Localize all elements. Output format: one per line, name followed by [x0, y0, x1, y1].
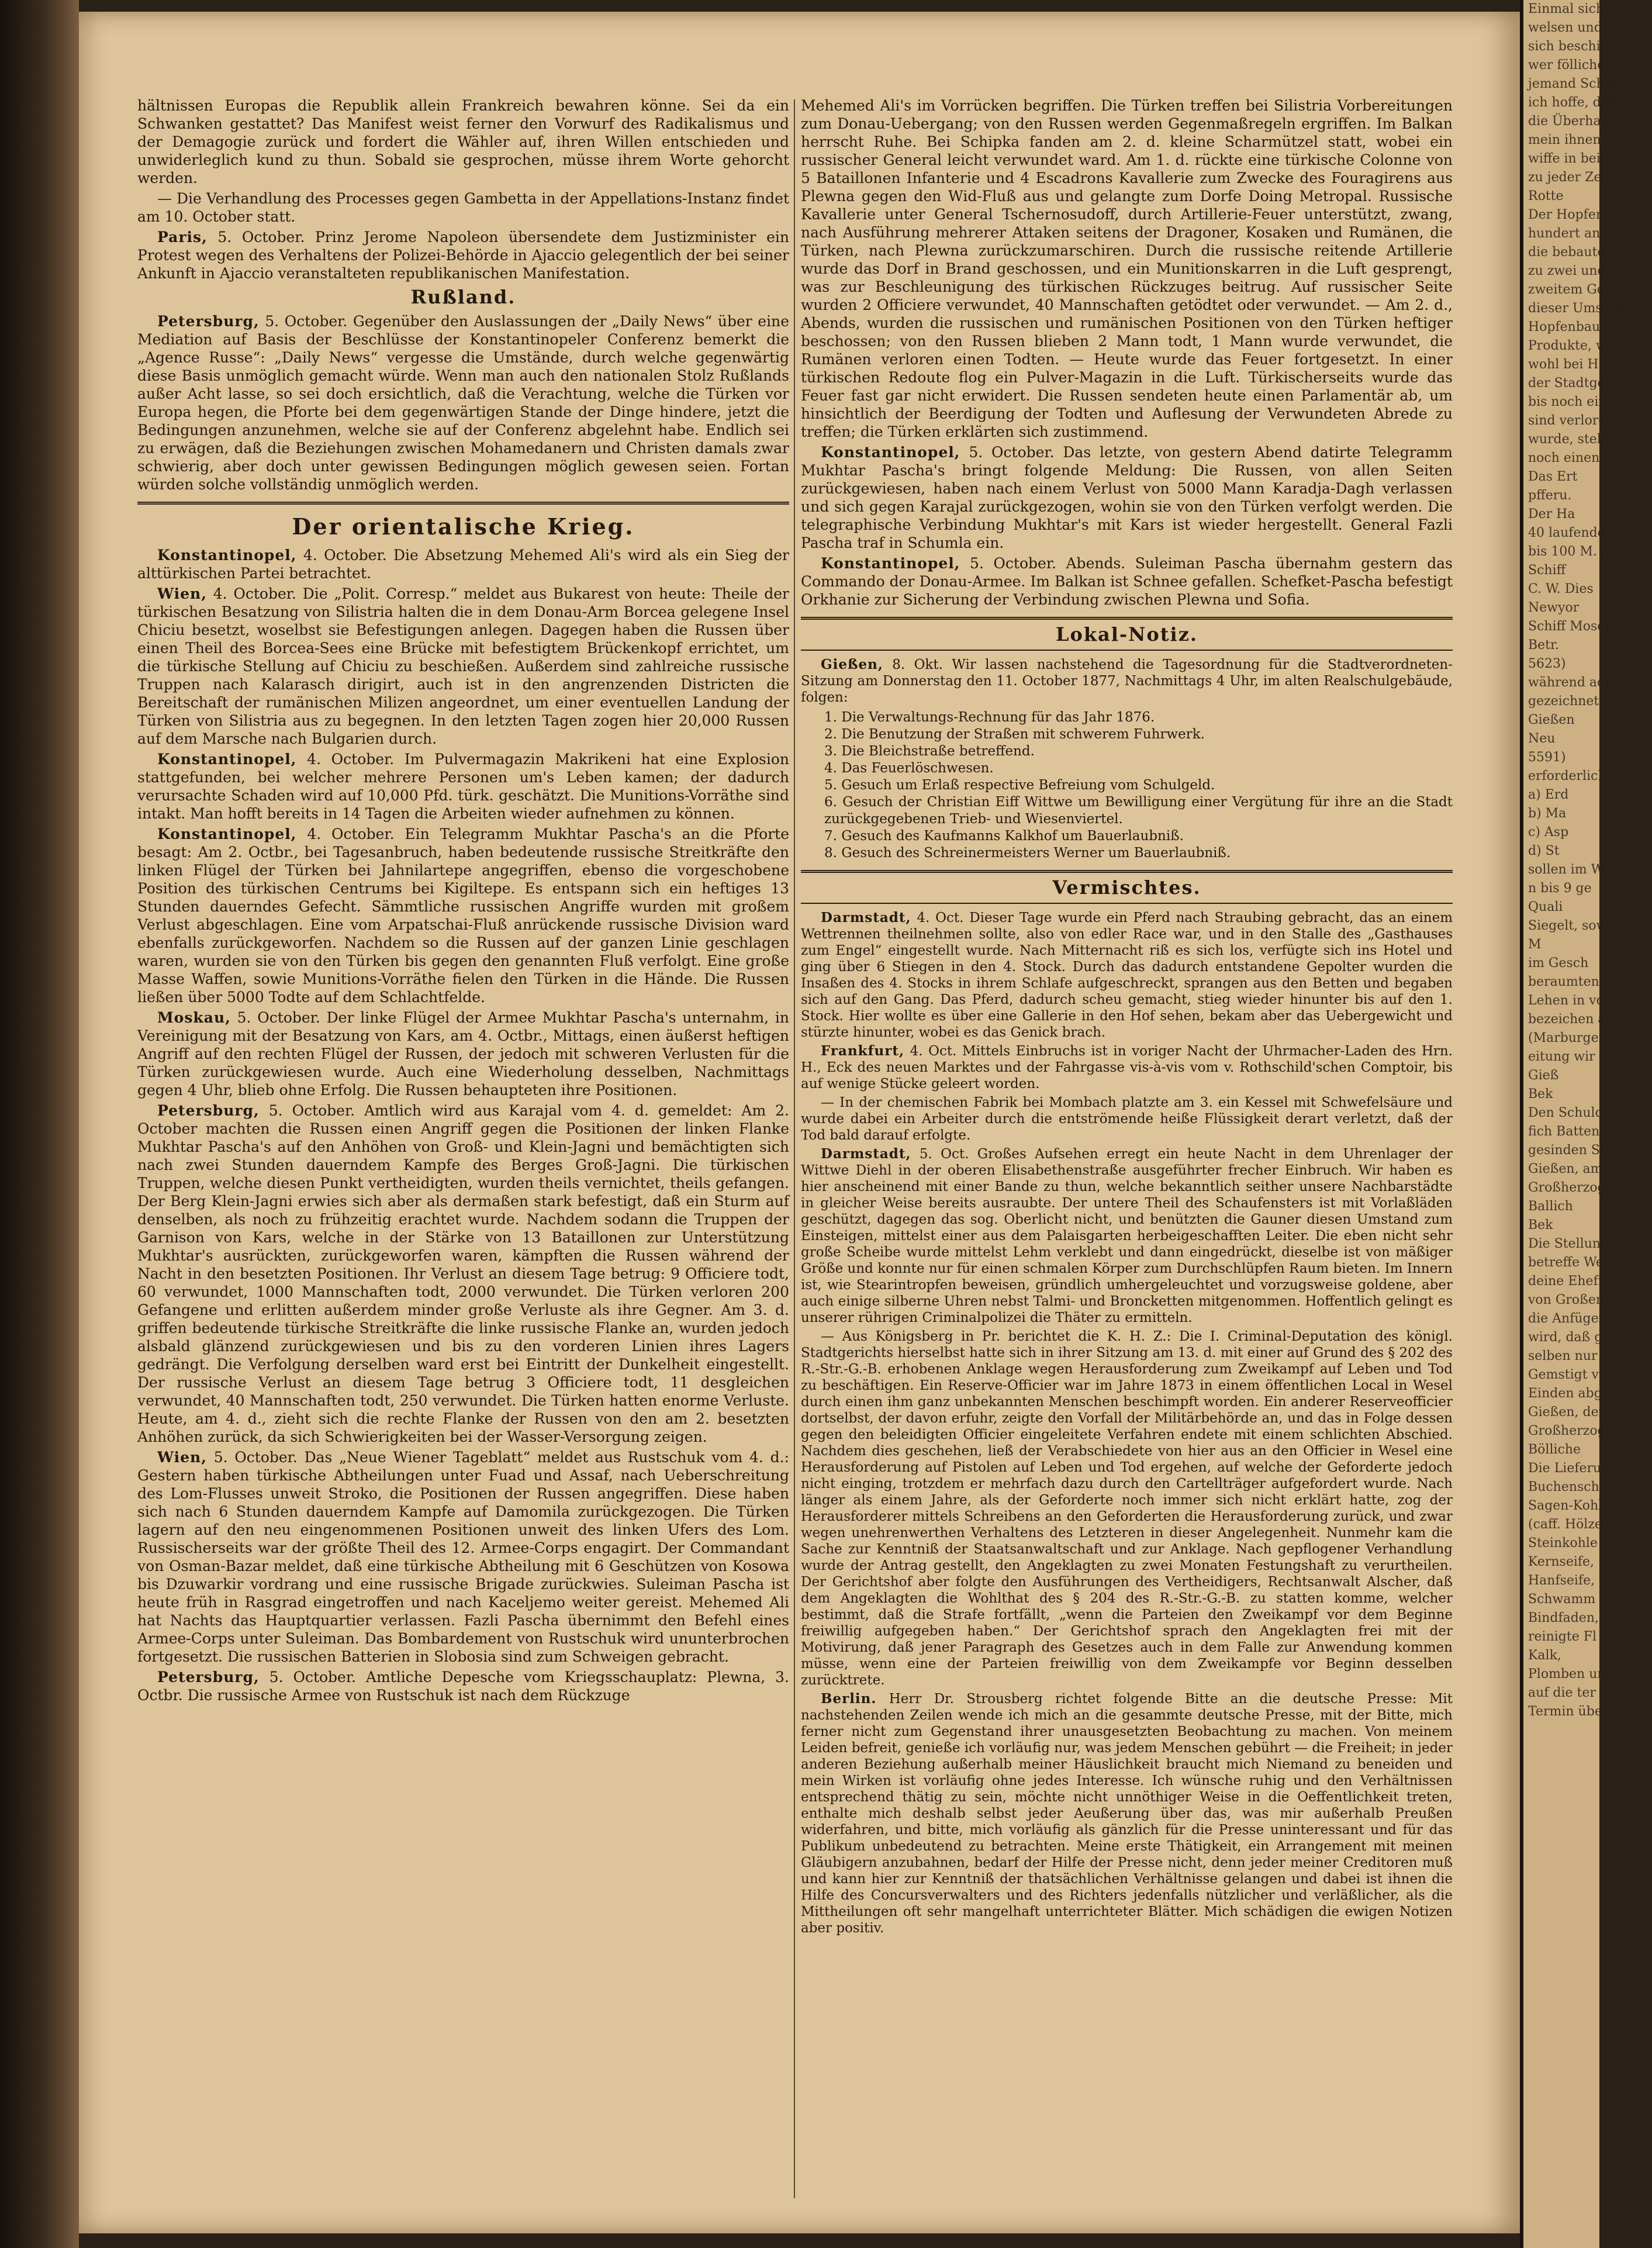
- adjacent-page-fragment: reinigte Fl: [1528, 1629, 1597, 1644]
- report-text: 4. Oct. Dieser Tage wurde ein Pferd nach Straubing gebracht, das an einem Wettrennen theilnehmen sollte, also von edler Race war, und in den Stalle des „Gasthauses zum Engel“ eingestellt wurde. Nach Mitternacht riß es sich los, verfügte sich ins Hotel und ging über 6 Stiegen in den 4. Stock. Durch das dadurch entstandene Gepolter wurden die Insaßen des 4. Stocks in ihrem Schlafe aufgeschreckt, sprangen aus den Betten und begaben sich auf den Gang. Das Pferd, dadurch scheu gemacht, stieg wieder hinunter bis auf den 1. Stock. Hier wollte es über eine Gallerie in den Hof sehen, bekam aber das Uebergewicht und stürzte hinunter, wobei es das Genick brach.: [801, 910, 1453, 1040]
- adjacent-page-fragment: Einmal sich 1s,: [1528, 2, 1627, 16]
- report-text: 5. October. Amtliche Depesche vom Kriegsschauplatz: Plewna, 3. Octbr. Die russische Armee von Rustschuk ist nach dem Rückzuge: [137, 1669, 789, 1704]
- section-heading-lokal: Lokal-Notiz.: [1055, 623, 1198, 645]
- dateline: Petersburg,: [157, 313, 260, 330]
- adjacent-page-fragment: ich hoffe, daß: [1528, 95, 1618, 110]
- adjacent-page-fragment: von Großen-Li: [1528, 1293, 1622, 1307]
- adjacent-page-fragment: während acht: [1528, 675, 1618, 690]
- report-text: 8. Okt. Wir lassen nachstehend die Tagesordnung für die Stadtverordneten-Sitzung am Donnerstag den 11. October 1877, Nachmittags 4 Uhr, im alten Realschulgebäude, folgen:: [801, 657, 1453, 705]
- news-report: [801, 1146, 1453, 1326]
- dateline: Moskau,: [157, 1009, 231, 1026]
- adjacent-page-fragment: pfferu.: [1528, 488, 1572, 503]
- adjacent-page-fragment: Bindfaden,: [1528, 1611, 1599, 1625]
- adjacent-page-fragment: Ballich: [1528, 1199, 1573, 1214]
- adjacent-page-fragment: b) Ma: [1528, 806, 1567, 821]
- adjacent-page-fragment: Termin übe: [1528, 1704, 1602, 1719]
- adjacent-page-fragment: welsen und: [1528, 20, 1602, 35]
- report-text: 4. October. Die „Polit. Corresp.“ meldet aus Bukarest von heute: Theile der türkischen Besatzung von Silistria halten die in dem Donau-Arm Borcea gelegene Insel Chiciu besetzt, woselbst sie Befestigungen anlegen. Dagegen haben die Russen über einen Theil des Borcea-Sees eine Brücke mit befestigtem Brückenkopf errichtet, um die türkische Stellung auf Chiciu zu beschießen. Außerdem sind zahlreiche russische Truppen nach Kalarasch dirigirt, auch ist in den angrenzenden Districten die Bereitschaft der rumänischen Milizen angeordnet, um einer eventuellen Landung der Türken von Silistria aus zu begegnen. In den letzten Tagen zogen hier 20,000 Russen auf dem Marsche nach Bulgarien durch.: [137, 585, 789, 747]
- adjacent-page-fragment: Kernseife,: [1528, 1555, 1595, 1569]
- report-text: 5. October. Abends. Suleiman Pascha übernahm gestern das Commando der Donau-Armee. Im Balkan ist Schnee gefallen. Schefket-Pascha befestigt Orkhanie zur Sicherung der Verbindung zwischen Plewna und Sofia.: [801, 555, 1453, 608]
- adjacent-page-fragment: (caff. Hölze: [1528, 1517, 1602, 1532]
- adjacent-page-fragment: Hanfseife,: [1528, 1573, 1595, 1588]
- adjacent-page-fragment: sind verloren: [1528, 413, 1615, 428]
- section-heading-russland: Rußland.: [410, 286, 516, 308]
- adjacent-page-fragment: erforderlichen: [1528, 769, 1622, 783]
- report-text: — Aus Königsberg in Pr. berichtet die K. H. Z.: Die I. Criminal-Deputation des königl. Stadtgerichts hierselbst hatte sich in ihrer Sitzung am 13. d. mit einer auf Grund des § 202 des R.-Str.-G.-B. erhobenen Anklage wegen Herausforderung zum Zweikampf auf Leben und Tod zu beschäftigen. Ein Reserve-Officier war im Jahre 1873 in einem öffentlichen Local in Wesel durch einen ihm ganz unbekannten Menschen beschimpft worden. Ein anderer Reserveofficier dortselbst, der davon erfuhr, zeigte den Vorfall der Militärbehörde an, und das in Folge dessen gegen den beleidigten Officier eingeleitete Verfahren endete mit einem schlichten Abschied. Nachdem dies geschehen, ließ der Verabschiedete von hier aus an den Officier in Wesel eine Herausforderung auf Pistolen auf Leben und Tod ergehen, auf welche der Geforderte jedoch nicht einging, trotzdem er mehrfach dazu durch den Cartellträger aufgefordert wurde. Nach länger als einem Jahre, als der Geforderte noch immer sich nicht erklärt hatte, zog der Herausforderer mittels Schreibens an den Geforderten die Herausforderung zurück, und zwar wegen unehrenwerthen Verhaltens des Letzteren in dieser Angelegenheit. Nunmehr kam die Sache zur Kenntniß der Staatsanwaltschaft und zur Anklage. Nach gepflogener Verhandlung wurde der Antrag gestellt, den Angeklagten zu zwei Monaten Festungshaft zu verurtheilen. Der Gerichtshof aber folgte den Ausführungen des Vertheidigers, Rechtsanwalt Alscher, daß dem Angeklagten die Wohlthat des § 204 des R.-Str.-G.-B. zu statten komme, welcher bestimmt, daß die Strafe fortfällt, „wenn die Parteien den Zweikampf vor dem Beginne freiwillig aufgegeben haben.“ Der Gerichtshof sprach den Angeklagten frei mit der Motivirung, daß jener Paragraph des Gesetzes auch in dem Falle zur Anwendung kommen müsse, wenn eine der Parteien freiwillig von dem Zweikampfe vor Beginn desselben zurücktrete.: [801, 1329, 1453, 1688]
- agenda-item: 5. Gesuch um Erlaß respective Befreiung vom Schulgeld.: [824, 778, 1215, 793]
- agenda-item: 6. Gesuch der Christian Eiff Wittwe um Bewilligung einer Vergütung für ihre an die Stadt zurückgegebenen Trieb- und Wiesenviertel.: [824, 795, 1453, 827]
- adjacent-page-fragment: 5623): [1528, 657, 1566, 671]
- adjacent-page-fragment: Bek: [1528, 1087, 1553, 1101]
- report-text: 5. October. Das „Neue Wiener Tageblatt“ meldet aus Rustschuk vom 4. d.: Gestern haben türkische Abtheilungen unter Fuad und Assaf, nach Ueberschreitung des Lom-Flusses unweit Stroko, die Positionen der Russen angegriffen. Diese haben sich nach 6 Stunden dauerndem Kampfe auf Damomila zurückgezogen. Die Türken lagern auf den neu eingenommenen Positionen unweit des linken Ufers des Lom. Russischerseits war der größte Theil des 12. Armee-Corps engagirt. Der Commandant von Osman-Bazar meldet, daß eine türkische Abtheilung mit 6 Geschützen von Kosowa bis Dzuwarkir vordrang und eine russische Brigade zurückwies. Suleiman Pascha ist heute früh in Rasgrad eingetroffen und nach Kaceljemo weiter gereist. Mehemed Ali hat Nachts das Hauptquartier verlassen. Fazli Pascha übernimmt den Befehl eines Armee-Corps unter Suleiman. Das Bombardement von Rustschuk wird ununterbrochen fortgesetzt. Die russischen Batterien in Slobosia sind zum Schweigen gebracht.: [137, 1449, 790, 1665]
- adjacent-page-fragment: c) Asp: [1528, 825, 1569, 840]
- adjacent-page-fragment: gezeichneten Behö: [1528, 694, 1652, 709]
- adjacent-page-fragment: Schiff: [1528, 563, 1566, 578]
- dateline: Frankfurt,: [821, 1043, 904, 1059]
- report-text: — In der chemischen Fabrik bei Mombach platzte am 3. ein Kessel mit Schwefelsäure und wurde dabei ein Arbeiter durch die entströmende heiße Flüssigkeit derart verletzt, daß der Tod bald darauf erfolgte.: [801, 1095, 1453, 1143]
- adjacent-page-fragment: n bis 9 ge: [1528, 881, 1592, 896]
- continuation-paragraph: Mehemed Ali's im Vorrücken begriffen. Die Türken treffen bei Silistria Vorbereitungen zum Donau-Uebergang; von den Russen werden Gegenmaßregeln ergriffen. Im Balkan herrscht Ruhe. Bei Schipka fanden am 2. d. kleine Scharmützel statt, wobei ein russischer General leicht verwundet ward. Am 1. d. rückte eine türkische Colonne von 5 Bataillonen Infanterie und 4 Escadrons Kavallerie zum Zwecke des Fouragirens aus Plewna gegen den Wid-Fluß aus und gelangte zum Dorfe Doing Metropal. Russische Kavallerie unter General Tschernosudoff, durch Artillerie-Feuer unterstützt, zwang, nach Ausführung mehrerer Attaken seitens der Dragoner, Kosaken und Rumänen, die Türken, nach Plewna zurückzumarschiren. Durch die russische reitende Artillerie wurde das Dorf in Brand geschossen, und ein Munitionskarren in die Luft gesprengt, was zur Beschleunigung des türkischen Rückzuges beitrug. Auf russischer Seite wurden 2 Officiere verwundet, 40 Mannschaften getödtet oder verwundet. — Am 2. d., Abends, wurden die russischen und rumänischen Positionen von den Türken heftiger beschossen; von den Russen blieben 2 Mann todt, 1 Mann wurde verwundet, die Rumänen verloren einen Todten. — Heute wurde das Feuer fortgesetzt. In einer türkischen Redoute flog ein Pulver-Magazin in die Luft. Türkischerseits wurde das Feuer fast gar nicht erwidert. Die Russen sendeten heute einen Parlamentär ab, um hinsichtlich der Beerdigung der Todten und Auflesung der Verwundeten Abrede zu treffen; die Türken erklärten sich zustimmend.: [801, 97, 1453, 440]
- adjacent-page-fragment: die Überhaupt: [1528, 114, 1623, 129]
- adjacent-page-fragment: Bölliche: [1528, 1442, 1581, 1457]
- adjacent-page-edge: [1520, 0, 1652, 2248]
- adjacent-page-fragment: die Anfügen: [1528, 1311, 1607, 1326]
- adjacent-page-fragment: sollen im W: [1528, 862, 1605, 877]
- adjacent-page-fragment: hundert angeb: [1528, 226, 1625, 241]
- agenda-item: 1. Die Verwaltungs-Rechnung für das Jahr 1876.: [824, 710, 1155, 725]
- section-heading-vermischtes: Vermischtes.: [1052, 876, 1201, 899]
- adjacent-page-fragment: sich beschicht,: [1528, 39, 1626, 54]
- dateline: Paris,: [157, 229, 208, 246]
- adjacent-page-fragment: M: [1528, 937, 1542, 952]
- adjacent-page-fragment: wird, daß gilt: [1528, 1330, 1616, 1345]
- dateline: Gießen,: [821, 657, 883, 672]
- news-report: [801, 443, 1453, 552]
- adjacent-page-fragment: Betr.: [1528, 638, 1560, 652]
- agenda-item: 3. Die Bleichstraße betreffend.: [824, 744, 1035, 759]
- adjacent-page-fragment: d) St: [1528, 844, 1560, 858]
- report-text: 5. October. Der linke Flügel der Armee Mukhtar Pascha's unternahm, in Vereinigung mit der Besatzung von Kars, am 4. Octbr., Mittags, einen äußerst heftigen Angriff auf den rechten Flügel der Russen, der jedoch mit schweren Verlusten für die Türken zurückgewiesen wurde. Auch eine Wiederholung desselben, Nachmittags gegen 4 Uhr, blieb ohne Erfolg. Die Russen behaupteten ihre Positionen.: [137, 1009, 789, 1099]
- adjacent-page-fragment: Schiff Mosel, Ca: [1528, 619, 1635, 634]
- adjacent-page-fragment: Schwamm: [1528, 1592, 1596, 1607]
- agenda-list: [824, 709, 1453, 862]
- agenda-item: 4. Das Feuerlöschwesen.: [824, 761, 994, 776]
- adjacent-page-fragment: Plomben und: [1528, 1667, 1614, 1681]
- adjacent-page-fragment: zweitem Gemei: [1528, 282, 1629, 297]
- report-text: Herr Dr. Strousberg richtet folgende Bitte an die deutsche Presse: Mit nachstehenden Zeilen wende ich mich an die gesammte deutsche Presse, mit der Bitte, mich ferner nicht zum Gegenstand ihrer unausgesetzten Beobachtung zu machen. Von meinem Leiden befreit, genieße ich vorläufig nur, was jedem Menschen gebührt — die Freiheit; in jeder anderen Beziehung außerhalb meiner Häuslichkeit braucht mich Niemand zu beneiden und mein Wirken ist vorläufig ohne jedes Interesse. Ich wünsche ruhig und den Verhältnissen entsprechend thätig zu sein, möchte nicht unnöthiger Weise in die Oeffentlichkeit treten, enthalte mich deshalb selbst jeder Aeußerung über das, was mir außerhalb Preußen widerfahren, und bitte, mich vorläufig als gänzlich für die Presse uninteressant und für das Publikum unbedeutend zu betrachten. Meine erste Thätigkeit, ein Arrangement mit meinen Gläubigern anzubahnen, bedarf der Hilfe der Presse nicht, denn jeder meiner Creditoren muß und kann hier zur Kenntniß der thatsächlichen Verhältnisse gelangen und dabei ist ihnen die Hilfe des Concursverwalters und des Richters jedenfalls nützlicher und verläßlicher, als die Mittheilungen oft sehr mangelhaft unterrichteter Blätter. Mich schädigen die ewigen Notizen aber positiv.: [801, 1691, 1453, 1936]
- news-report: [801, 1328, 1453, 1688]
- report-text: 5. Oct. Großes Aufsehen erregt ein heute Nacht in dem Uhrenlager der Wittwe Diehl in der oberen Elisabethenstraße ausgeführter frecher Einbruch. Wir haben es hier anscheinend mit einer Bande zu thun, welche bekanntlich seither unsere Nachbarstädte in gleicher Weise bereits ausraubte. Der untere Theil des Schaufensters ist mit Vorlaßläden geschützt, dagegen das sog. Oberlicht nicht, und benützten die Gauner diesen Umstand zum Einsteigen, mittelst einer aus dem Palaisgarten herbeigeschafften Leiter. Die eben nicht sehr große Scheibe wurde mittelst Lehm verklebt und dann eingedrückt, dieselbe ist von mäßiger Größe und konnte nur für einen schmalen Körper zum Durchschlüpfen Raum bieten. Im Innern ist, wie Stearintropfen beweisen, gründlich umhergeleuchtet und vorzugsweise goldene, aber auch einige silberne Uhren nebst Talmi- und Broncketten mitgenommen. Hoffentlich gelingt es unserer rührigen Criminalpolizei die Thäter zu ermitteln.: [801, 1147, 1453, 1325]
- agenda-item: 2. Die Benutzung der Straßen mit schwerem Fuhrwerk.: [824, 727, 1205, 742]
- news-report: [801, 910, 1453, 1041]
- adjacent-page-fragment: Bek: [1528, 1218, 1553, 1232]
- adjacent-page-fragment: Produkte, welc: [1528, 339, 1626, 353]
- adjacent-page-fragment: betreffe Weiter: [1528, 1255, 1627, 1270]
- news-report: [801, 1043, 1453, 1092]
- dateline: Konstantinopel,: [821, 444, 960, 461]
- adjacent-page-fragment: noch einen Ert: [1528, 451, 1625, 465]
- adjacent-page-fragment: Newyor: [1528, 600, 1580, 615]
- dateline: Konstantinopel,: [157, 547, 297, 564]
- adjacent-page-fragment: a) Erd: [1528, 788, 1569, 802]
- dateline: Konstantinopel,: [821, 555, 960, 572]
- section-heading-krieg: Der orientalische Krieg.: [292, 513, 635, 540]
- book-binding: [0, 0, 79, 2248]
- section-rule: [801, 617, 1453, 620]
- adjacent-page-fragment: Großherzogli: [1528, 1180, 1614, 1195]
- dateline: Darmstadt,: [821, 910, 911, 926]
- section-rule: [801, 650, 1453, 651]
- war-reports: [137, 546, 789, 1704]
- report-text: 4. October. Die Absetzung Mehemed Ali's wird als ein Sieg der alttürkischen Partei betrachtet.: [137, 547, 789, 582]
- adjacent-page-fragment: Gieß: [1528, 1068, 1559, 1083]
- dateline: Konstantinopel,: [157, 826, 297, 842]
- adjacent-page-fragment: Neu: [1528, 731, 1556, 746]
- adjacent-page-fragment: Gemstigt von: [1528, 1368, 1615, 1382]
- adjacent-page-fragment: wurde, stellt f: [1528, 432, 1619, 447]
- adjacent-page-fragment: Die Lieferung: [1528, 1461, 1618, 1476]
- report-text: 5. October. Gegenüber den Auslassungen der „Daily News“ über eine Mediation auf Basis der Beschlüsse der Konstantinopeler Conferenz bemerkt die „Agence Russe“: „Daily News“ vergesse die Umstände, durch welche gegenwärtig diese Basis unmöglich gemacht würde. Wenn man auch den nationalen Stolz Rußlands außer Acht lasse, so sei doch ersichtlich, daß die Verachtung, welche die Türken vor Europa hegen, die Pforte bei dem gegenwärtigen Stande der Dinge hindere, jetzt die Bedingungen anzunehmen, welche sie auf der Conferenz abgelehnt habe. Endlich sei zu erwägen, daß die Beziehungen zwischen Mohamedanern und Christen damals zwar schwierig, aber doch unter gewissen Bedingungen möglich gewesen seien. Fortan würden solche vollständig unmöglich werden.: [137, 313, 789, 493]
- agenda-item: 7. Gesuch des Kaufmanns Kalkhof um Bauerlaubniß.: [824, 828, 1184, 844]
- adjacent-page-fragment: Gießen: [1528, 713, 1575, 727]
- adjacent-page-fragment: wer fölliche: [1528, 58, 1605, 72]
- report-text: 4. Oct. Mittels Einbruchs ist in voriger Nacht der Uhrmacher-Laden des Hrn. H., Eck des neuen Marktes und der Fahrgasse vis-à-vis vom v. Rothschild'schen Comptoir, bis auf wenige Stücke geleert worden.: [801, 1044, 1453, 1092]
- adjacent-page-fragment: 5591): [1528, 750, 1566, 765]
- vermischtes-items: [801, 910, 1453, 1936]
- adjacent-page-fragment: zu zwei und: [1528, 264, 1606, 278]
- news-report: [137, 546, 789, 582]
- war-reports-continued: [801, 443, 1453, 609]
- report-text: 4. October. Im Pulvermagazin Makrikeni hat eine Explosion stattgefunden, bei welcher mehrere Personen um's Leben kamen; der dadurch verursachte Schaden wird auf 10,000 Pfd. türk. geschätzt. Die Munitions-Vorräthe sind intakt. Man hofft bereits in 14 Tagen die Arbeiten wieder aufnehmen zu können.: [137, 751, 789, 822]
- adjacent-page-fragment: selben nur bu: [1528, 1349, 1618, 1363]
- adjacent-page-fragment: C. W. Dies: [1528, 582, 1594, 596]
- adjacent-page-fragment: Rotte: [1528, 189, 1564, 203]
- dateline: Wien,: [157, 585, 207, 602]
- adjacent-page-fragment: der Stadtgeme: [1528, 376, 1625, 391]
- adjacent-page-fragment: beraumten T: [1528, 975, 1612, 989]
- adjacent-page-fragment: Steinkohle: [1528, 1536, 1598, 1551]
- adjacent-page-fragment: die bebaute F: [1528, 245, 1618, 260]
- adjacent-page-fragment: Einden abgede: [1528, 1386, 1626, 1401]
- news-report: [801, 1094, 1453, 1144]
- adjacent-page-fragment: eitung wir: [1528, 1049, 1595, 1064]
- news-report: [137, 585, 789, 748]
- news-report: [801, 1691, 1453, 1936]
- dateline: Berlin.: [821, 1691, 877, 1707]
- adjacent-page-fragment: mein ihnen: [1528, 133, 1601, 147]
- news-report: [137, 1448, 789, 1666]
- adjacent-page-fragment: bezeichen an: [1528, 1012, 1614, 1027]
- intro-paragraph: hältnissen Europas die Republik allein Frankreich bewahren könne. Sei da ein Schwanken gestattet? Das Manifest weist ferner den Vorwurf des Radikalismus und der Demagogie zurück und fordert die Wähler auf, ihren Willen entschieden und unwiderleglich kund zu thun. Sobald sie gesprochen, müsse ihrem Worte gehorcht werden.: [137, 97, 789, 187]
- agenda-item: 8. Gesuch des Schreinermeisters Werner um Bauerlaubniß.: [824, 845, 1231, 861]
- adjacent-page-fragment: Sagen-Kohlen: [1528, 1498, 1619, 1513]
- adjacent-page-fragment: (Marburger: [1528, 1031, 1605, 1045]
- adjacent-page-fragment: Die Stellun: [1528, 1237, 1601, 1251]
- news-report: [137, 1668, 789, 1704]
- adjacent-page-fragment: Das Ert: [1528, 469, 1578, 484]
- news-report: [137, 1101, 789, 1446]
- right-column: [801, 96, 1453, 2201]
- adjacent-page-fragment: Kalk,: [1528, 1648, 1561, 1663]
- section-rule: [801, 870, 1453, 873]
- dateline: Petersburg,: [157, 1669, 260, 1686]
- adjacent-page-fragment: jemand Schäd: [1528, 77, 1620, 91]
- adjacent-page-fragment: Der Ha: [1528, 507, 1575, 522]
- adjacent-page-fragment: wiffe in bei: [1528, 151, 1601, 166]
- report-paris: [137, 228, 789, 282]
- adjacent-page-fragment: zu jeder Zeit: [1528, 170, 1611, 185]
- adjacent-page-fragment: Hopfenbau frei: [1528, 320, 1627, 334]
- adjacent-page-fragment: gesinden Steuer: [1528, 1143, 1635, 1158]
- adjacent-page-fragment: Gießen, am: [1528, 1162, 1603, 1176]
- adjacent-page-fragment: Der Hopfenb: [1528, 208, 1613, 222]
- adjacent-page-fragment: Den Schuld: [1528, 1106, 1603, 1120]
- intro-paragraph: — Die Verhandlung des Processes gegen Gambetta in der Appellations-Instanz findet am 10. October statt.: [137, 190, 789, 225]
- section-rule: [137, 502, 789, 505]
- adjacent-page-fragment: bis 100 M. pro: [1528, 544, 1623, 559]
- adjacent-page-fragment: deine Ehefrau: [1528, 1274, 1620, 1289]
- adjacent-page-fragment: Siegelt, sowie: [1528, 918, 1619, 933]
- adjacent-page-fragment: bis noch einen: [1528, 395, 1623, 409]
- adjacent-page-fragment: fich Battenfe: [1528, 1124, 1612, 1139]
- news-report: [137, 1009, 789, 1099]
- adjacent-page-fragment: Quali: [1528, 900, 1563, 914]
- dateline: Wien,: [157, 1449, 207, 1466]
- adjacent-page-fragment: auf die ter: [1528, 1686, 1596, 1700]
- adjacent-page-fragment: Buchenscheit: [1528, 1480, 1616, 1494]
- dateline: Konstantinopel,: [157, 751, 297, 768]
- adjacent-page-fragment: dieser Umstand: [1528, 301, 1632, 316]
- column-divider: [794, 99, 795, 2198]
- adjacent-page-fragment: Großherzoglich: [1528, 1424, 1630, 1438]
- report-text: 5. October. Das letzte, von gestern Abend datirte Telegramm Mukhtar Pascha's bringt folgende Meldung: Die Russen, von allen Seiten zurückgewiesen, haben nach einem Verlust von 5000 Mann Karadja-Dagh verlassen und sich gegen Karajal zurückgezogen, wohin sie von den Türken verfolgt werden. Die telegraphische Verbindung Mukhtar's mit Kars ist wieder hergestellt. General Fazli Pascha traf in Schumla ein.: [801, 444, 1453, 551]
- report-text: 4. October. Ein Telegramm Mukhtar Pascha's an die Pforte besagt: Am 2. Octbr., bei Tagesanbruch, haben bedeutende russische Streitkräfte den linken Flügel der Türken bei Jahnilartepe angegriffen, ebenso die vorgeschobene Position des türkischen Centrums bei Kigiltepe. Es entspann sich ein heftiges 13 Stunden dauerndes Gefecht. Sämmtliche russischen Angriffe wurden mit großem Verlust abgeschlagen. Eine vom Arpatschai-Fluß anrückende russische Division ward ebenfalls zurückgeworfen. Nachdem so die Russen auf der ganzen Linie geschlagen waren, wurden sie von den Türken bis gegen den genannten Fluß verfolgt. Eine große Masse Waffen, sowie Munitions-Vorräthe fielen den Türken in die Hände. Die Russen ließen über 5000 Todte auf dem Schlachtfelde.: [137, 826, 789, 1006]
- dateline: Darmstadt,: [821, 1146, 911, 1162]
- news-report: [801, 554, 1453, 609]
- report-petersburg: [137, 312, 789, 493]
- news-report: [137, 750, 789, 823]
- adjacent-page-fragment: 40 laufende Rü: [1528, 526, 1627, 540]
- lokal-notiz: [801, 657, 1453, 706]
- adjacent-page-fragment: im Gesch: [1528, 956, 1589, 971]
- section-rule: [801, 903, 1453, 904]
- adjacent-page-fragment: Gießen, den 2: [1528, 1405, 1619, 1420]
- adjacent-page-fragment: Lehen in vor: [1528, 993, 1610, 1008]
- left-column: [137, 96, 789, 2201]
- report-text: 5. October. Prinz Jerome Napoleon übersendete dem Justizminister ein Protest wegen des Verhaltens der Polizei-Behörde in Ajaccio gelegentlich der bei seiner Ankunft in Ajaccio veranstalteten republikanischen Manifestation.: [137, 229, 789, 282]
- report-text: 5. October. Amtlich wird aus Karajal vom 4. d. gemeldet: Am 2. October machten die Russen einen Angriff gegen die Positionen der linken Flanke Mukhtar Pascha's auf den Anhöhen von Groß- und Klein-Jagni und bemächtigten sich nach zwei Stunden dauerndem Kampfe des Berges Groß-Jagni. Die türkischen Truppen, welche diesen Punkt vertheidigten, wurden theils vernichtet, theils gefangen. Der Berg Klein-Jagni erwies sich aber als dermaßen stark befestigt, daß ein Sturm auf denselben, als noch zu frühzeitig erachtet wurde. Nachdem sodann die Truppen der Garnison von Kars, welche in der Stärke von 13 Bataillonen zur Unterstützung Mukhtar's ausrückten, zurückgeworfen waren, kämpften die Russen während der Nacht in den besetzten Positionen. Ihr Verlust an diesem Tage betrug: 9 Officiere todt, 60 verwundet, 1000 Mannschaften todt, 2000 verwundet. Die Türken verloren 200 Gefangene und erlitten außerdem minder große Verluste als ihre Gegner. Am 3. d. griffen bedeutende türkische Streitkräfte die linke russische Flanke an, wurden jedoch alsbald glänzend zurückgewiesen und bis zu den vorderen Linien ihres Lagers gedrängt. Die Verfolgung derselben ward erst bei Eintritt der Dunkelheit eingestellt. Der russische Verlust an diesem Tage betrug 3 Officiere todt, 11 desgleichen verwundet, 40 Mannschaften todt, 250 verwundet. Die Türken hatten enorme Verluste. Heute, am 4. d., zieht sich die rechte Flanke der Russen von den am 2. besetzten Anhöhen zurück, da sich Schwierigkeiten bei der Wasser-Versorgung zeigen.: [137, 1102, 790, 1445]
- dateline: Petersburg,: [157, 1102, 260, 1119]
- news-report: [137, 825, 789, 1006]
- adjacent-page-fragment: wohl bei Händ: [1528, 357, 1623, 372]
